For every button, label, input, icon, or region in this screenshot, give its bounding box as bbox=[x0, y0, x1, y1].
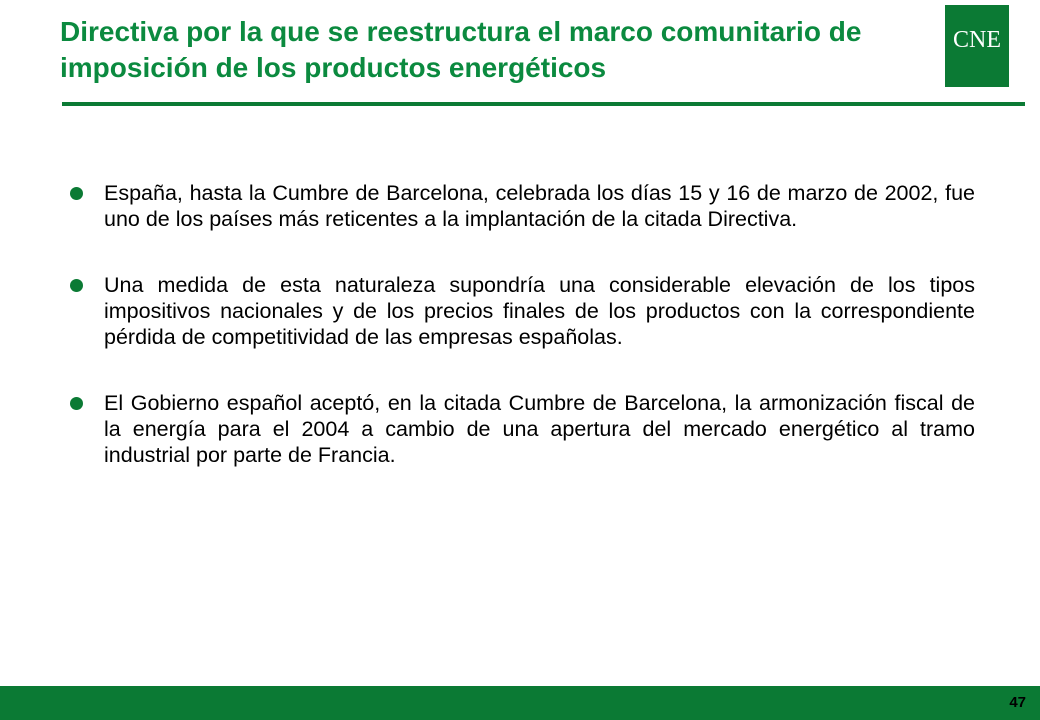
footer-bar bbox=[0, 686, 1040, 720]
cne-logo bbox=[945, 5, 1009, 87]
bullet-text: España, hasta la Cumbre de Barcelona, celebrada los días 15 y 16 de marzo de 2002, fue uno de los países más reticentes a la implantación de la citada Directiva. bbox=[104, 181, 975, 231]
bullet-item bbox=[70, 272, 975, 350]
page-number: 47 bbox=[1009, 694, 1026, 711]
bullet-item bbox=[70, 180, 975, 232]
bullet-item bbox=[70, 390, 975, 468]
bullet-text: Una medida de esta naturaleza supondría una considerable elevación de los tipos impositivos nacionales y de los precios finales de los productos con la correspondiente pérdida de competitividad de las empresas españolas. bbox=[104, 273, 975, 349]
title-divider bbox=[62, 102, 1025, 106]
slide-title: Directiva por la que se reestructura el marco comunitario de imposición de los productos energéticos bbox=[60, 16, 862, 83]
bullet-dot-icon bbox=[70, 397, 83, 410]
bullet-text: El Gobierno español aceptó, en la citada Cumbre de Barcelona, la armonización fiscal de la energía para el 2004 a cambio de una apertura del mercado energético al tramo industrial por parte de Francia. bbox=[104, 391, 975, 467]
bullet-list bbox=[70, 180, 975, 468]
bullet-dot-icon bbox=[70, 187, 83, 200]
bullet-dot-icon bbox=[70, 279, 83, 292]
logo-text: CNE bbox=[953, 26, 1001, 53]
